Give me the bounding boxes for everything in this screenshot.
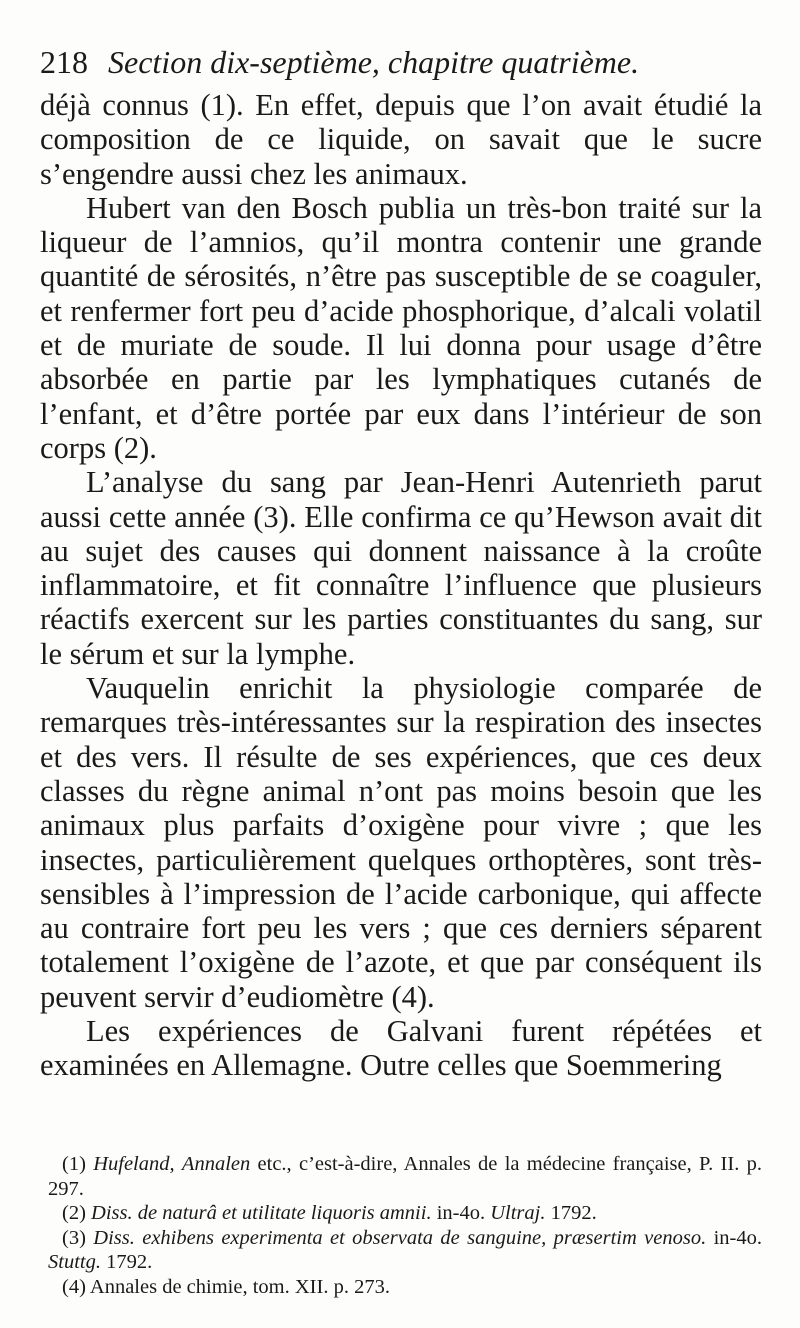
paragraph-galvani: Les expériences de Galvani furent répétées et examinées en Allemagne. Outre celles que Soemmering (40, 1014, 762, 1083)
paragraph-vauquelin: Vauquelin enrichit la physiologie comparée de remarques très-intéressantes sur la respiration des insectes et des vers. Il résulte de ses expériences, que ces deux classes du règne animal n’ont pas moins besoin que les animaux plus parfaits d’oxigène pour vivre ; que les insectes, particulièrement quelques orthoptères, sont très-sensibles à l’impression de l’acide carbonique, qui affecte au contraire fort peu les vers ; que ces derniers séparent totalement l’oxigène de l’azote, et que par conséquent ils peuvent servir d’eudiomètre (4). (40, 671, 762, 1014)
footnote-3-year: 1792. (100, 1251, 153, 1273)
footnote-2 (48, 1201, 762, 1226)
footnote-2-number: (2) (62, 1202, 86, 1224)
footnote-3-format: in-4o. (706, 1226, 762, 1249)
footnote-3 (48, 1226, 762, 1275)
paragraph-van-den-bosch: Hubert van den Bosch publia un très-bon traité sur la liqueur de l’amnios, qu’il montra contenir une grande quantité de sérosités, n’être pas susceptible de se coaguler, et renfermer fort peu d’acide phosphorique, d’alcali volatil et de muriate de soude. Il lui donna pour usage d’être absorbée en partie par les lymphatiques cutanés de l’enfant, et d’être portée par eux dans l’intérieur de son corps (2). (40, 190, 762, 465)
footnote-1-journal: Annalen (181, 1153, 251, 1175)
body-text (40, 88, 762, 1083)
footnote-2-title: Diss. de naturâ et utilitate liquoris amnii. (91, 1202, 432, 1224)
footnote-1 (48, 1152, 762, 1201)
running-head: Section dix-septième, chapitre quatrième. (108, 44, 640, 80)
footnote-2-year: 1792. (545, 1202, 597, 1224)
footnotes (48, 1152, 762, 1299)
footnote-3-place: Stuttg. (48, 1251, 101, 1273)
footnote-4 (48, 1275, 762, 1300)
footnote-3-number: (3) (62, 1226, 86, 1249)
page-header (40, 40, 770, 84)
paragraph-autenrieth: L’analyse du sang par Jean-Henri Autenrieth parut aussi cette année (3). Elle confirma ce qu’Hewson avait dit au sujet des causes qui donnent naissance à la croûte inflammatoire, et fit connaître l’influence que plusieurs réactifs exercent sur les parties constituantes du sang, sur le sérum et sur la lymphe. (40, 465, 762, 671)
page-number: 218 (40, 44, 88, 80)
footnote-1-rest: etc., c’est-à-dire, Annales de la médecine française, P. II. p. 297. (48, 1153, 762, 1200)
paragraph-continuation: déjà connus (1). En effet, depuis que l’on avait étudié la composition de ce liquide, on savait que le sucre s’engendre aussi chez les animaux. (40, 88, 762, 191)
footnote-4-text: Annales de chimie, tom. XII. p. 273. (89, 1275, 390, 1298)
footnote-3-title: Diss. exhibens experimenta et observata de sanguine, præsertim venoso. (93, 1226, 707, 1249)
footnote-1-author: Hufeland, (93, 1153, 175, 1175)
footnote-4-number: (4) (62, 1275, 86, 1298)
footnote-2-place: Ultraj. (490, 1202, 546, 1224)
footnote-2-format: in-4o. (431, 1202, 491, 1224)
footnote-1-number: (1) (62, 1153, 86, 1175)
